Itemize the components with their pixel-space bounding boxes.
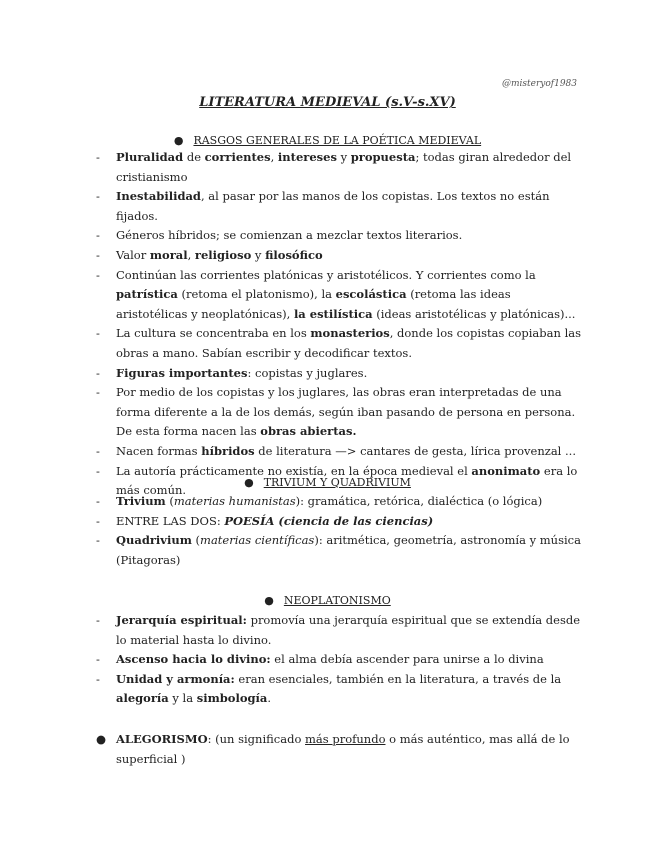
list-item — [96, 492, 581, 512]
list-item — [96, 442, 581, 462]
dash-marker: - — [96, 533, 100, 548]
list-item — [96, 148, 581, 187]
text-run: Géneros híbridos; se comienzan a mezclar textos literarios. — [116, 228, 463, 243]
text-run: , donde los copistas copiaban las obras a mano. Sabían escribir y decodificar textos. — [116, 326, 582, 360]
text-run: obras abiertas. — [260, 424, 357, 439]
section-title: NEOPLATONISMO — [283, 594, 391, 607]
list-item-text — [116, 514, 433, 528]
list-item — [96, 266, 581, 325]
text-run: : (un significado — [207, 732, 306, 746]
section-heading-neoplatonismo — [0, 594, 655, 607]
dash-marker: - — [96, 463, 100, 478]
text-run: el alma debía ascender para unirse a lo divina — [270, 652, 544, 667]
dash-marker: - — [96, 150, 100, 164]
section-title: RASGOS GENERALES DE LA POÉTICA MEDIEVAL — [193, 134, 482, 147]
text-run: escolástica — [335, 287, 407, 302]
section-title: TRIVIUM Y QUADRIVIUM — [263, 476, 411, 489]
bullet-icon: ● — [264, 594, 274, 607]
text-run: monasterios — [310, 326, 390, 341]
text-run: patrística — [116, 287, 178, 302]
text-run: . — [267, 691, 272, 706]
text-run: promovía una jerarquía espiritual que se extendía desde lo material hasta lo divino. — [116, 613, 581, 647]
dash-marker: - — [96, 494, 100, 508]
text-run: materias humanistas — [173, 494, 296, 508]
text-run: (retoma el platonismo), la — [177, 287, 336, 302]
list-item-text — [116, 385, 575, 438]
dash-marker: - — [96, 228, 100, 243]
text-run: ENTRE LAS DOS: — [116, 513, 225, 528]
dash-marker: - — [96, 652, 100, 667]
dash-marker: - — [96, 189, 100, 204]
text-run: POESÍA (ciencia de las ciencias) — [224, 513, 434, 528]
text-run: Jerarquía espiritual: — [116, 613, 247, 627]
list-item-text — [116, 228, 462, 242]
list-item — [96, 650, 581, 670]
text-run: ( — [191, 533, 201, 548]
list-item — [96, 246, 581, 266]
text-run: , al pasar por las manos de los copistas. Los textos no están fijados. — [116, 189, 550, 223]
text-run: (retoma las ideas aristotélicas y neoplatónicas), — [116, 287, 511, 321]
list-item-text — [116, 326, 581, 360]
text-run: religioso — [194, 247, 252, 262]
text-run: de literatura —> cantares de gesta, lírica provenzal ... — [254, 443, 576, 458]
text-run: era lo más común. — [116, 463, 578, 498]
text-run: simbología — [196, 691, 268, 706]
text-run: moral — [149, 247, 188, 262]
text-run: ): gramática, retórica, dialéctica (o lógica) — [295, 494, 543, 508]
list-item-text — [116, 613, 580, 647]
text-run: Valor — [116, 247, 150, 262]
text-run: anonimato — [471, 463, 541, 478]
text-run: Trivium — [116, 494, 166, 508]
text-run: Unidad y armonía: — [116, 671, 235, 686]
bullet-icon: ● — [244, 476, 254, 489]
alegorismo-paragraph — [96, 730, 581, 769]
list-item — [96, 730, 581, 769]
list-item-text — [116, 732, 570, 766]
list-item — [96, 187, 581, 226]
text-run: La cultura se concentraba en los — [116, 326, 311, 341]
list-item — [96, 226, 581, 246]
section-heading-rasgos — [0, 134, 655, 147]
text-run: ALEGORISMO — [116, 732, 208, 746]
text-run: , — [270, 150, 278, 164]
text-run: Nacen formas — [116, 443, 202, 458]
list-item-text — [116, 494, 542, 508]
dash-marker: - — [96, 326, 100, 341]
text-run: La autoría prácticamente no existía, en la época medieval el — [116, 463, 472, 478]
text-run: o más auténtico, mas allá de lo superficial ) — [116, 732, 570, 766]
list-item — [96, 324, 581, 363]
text-run: Por medio de los copistas y los juglares, las obras eran interpretadas de una forma diferente a la de los demás, según iban pasando de persona en persona. De esta forma nacen las — [116, 385, 576, 439]
dash-marker: - — [96, 385, 100, 400]
bullet-icon: ● — [96, 732, 107, 746]
list-item — [96, 531, 581, 570]
list-item — [96, 611, 581, 650]
list-item — [96, 383, 581, 442]
list-item-text — [116, 189, 549, 223]
section-heading-trivium — [0, 476, 655, 489]
text-run: ; todas giran alrededor del cristianismo — [116, 150, 572, 184]
list-item-text — [116, 366, 367, 380]
text-run: Ascenso hacia lo divino: — [116, 652, 271, 667]
text-run: de — [183, 150, 205, 164]
dash-marker: - — [96, 443, 100, 458]
text-run: intereses — [277, 150, 337, 164]
author-handle: @misteryof1983 — [501, 79, 577, 89]
list-item-text — [116, 268, 575, 321]
trivium-list — [96, 492, 581, 570]
text-run: Continúan las corrientes platónicas y aristotélicos. Y corrientes como la — [116, 267, 536, 282]
dash-marker: - — [96, 613, 100, 627]
text-run: y — [336, 150, 351, 164]
text-run: y la — [168, 691, 197, 706]
list-item — [96, 512, 581, 532]
rasgos-list — [96, 148, 581, 501]
bullet-icon: ● — [173, 134, 184, 147]
list-item-text — [116, 652, 544, 666]
text-run: y — [251, 247, 266, 262]
list-item-text — [116, 533, 581, 567]
text-run: ( — [165, 494, 174, 508]
dash-marker: - — [96, 671, 100, 686]
text-run: alegoría — [116, 691, 169, 706]
text-run: corrientes — [204, 150, 271, 164]
dash-marker: - — [96, 247, 100, 262]
dash-marker: - — [96, 267, 100, 282]
neoplatonismo-list — [96, 611, 581, 709]
text-run: Figuras importantes — [116, 365, 248, 380]
list-item-text — [116, 248, 323, 262]
text-run: , — [187, 247, 195, 262]
list-item-text — [116, 444, 576, 458]
text-run: ): aritmética, geometría, astronomía y música (Pitagoras) — [116, 533, 581, 567]
text-run: eran esenciales, también en la literatura, a través de la — [234, 671, 562, 686]
page-title: LITERATURA MEDIEVAL (s.V-s.XV) — [199, 95, 456, 110]
list-item-text — [116, 672, 561, 706]
list-item — [96, 670, 581, 709]
list-item-text — [116, 150, 571, 184]
text-run: materias científicas — [200, 533, 315, 548]
text-run: híbridos — [201, 443, 255, 458]
text-run: Pluralidad — [116, 150, 184, 164]
text-run: propuesta — [350, 150, 416, 164]
list-item — [96, 364, 581, 384]
dash-marker: - — [96, 513, 100, 528]
text-run: Quadrivium — [116, 533, 192, 548]
text-run: : copistas y juglares. — [247, 365, 368, 380]
text-run: (ideas aristotélicas y platónicas)... — [372, 306, 576, 321]
dash-marker: - — [96, 365, 100, 380]
text-run: Inestabilidad — [116, 189, 201, 204]
text-run: más profundo — [305, 732, 386, 746]
text-run: la estilística — [293, 306, 373, 321]
text-run: filosófico — [265, 247, 323, 262]
